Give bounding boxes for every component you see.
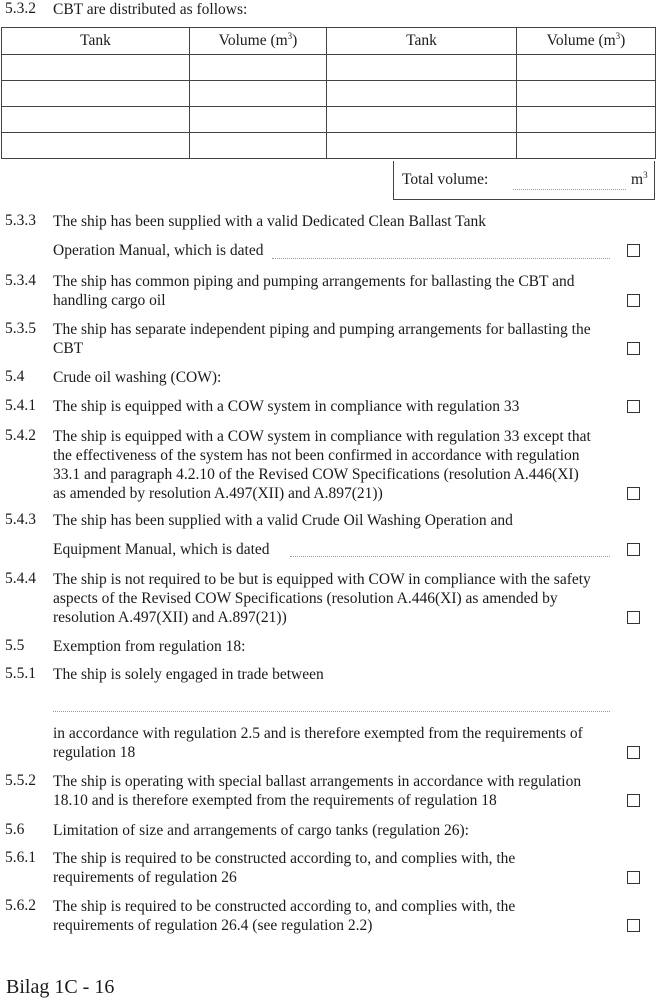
page-footer: Bilag 1C - 16 xyxy=(6,976,115,998)
item-text-line: The ship is required to be constructed according to, and complies with, the xyxy=(53,898,516,915)
checkbox[interactable] xyxy=(627,611,640,624)
date-input-line[interactable] xyxy=(290,556,610,557)
checkbox[interactable] xyxy=(627,794,640,807)
item-text xyxy=(53,397,519,416)
item-text xyxy=(53,849,515,887)
total-volume-box xyxy=(393,161,655,200)
item-text-line: Operation Manual, which is dated xyxy=(53,242,264,259)
tank-cell[interactable] xyxy=(327,55,517,81)
item-text xyxy=(53,665,324,684)
item-text-line: The ship is not required to be but is equipped with COW in compliance with the safety xyxy=(53,571,591,588)
item-text xyxy=(53,368,221,387)
checkbox[interactable] xyxy=(627,244,640,257)
header-label: Volume (m xyxy=(218,32,288,49)
item-text-line: The ship has been supplied with a valid Dedicated Clean Ballast Tank xyxy=(53,213,486,230)
table-row xyxy=(2,55,656,81)
superscript: 3 xyxy=(643,170,648,180)
item-number: 5.5.2 xyxy=(5,772,36,789)
item-number: 5.4.1 xyxy=(5,397,36,414)
tank-cell[interactable] xyxy=(2,55,190,81)
item-text xyxy=(53,772,581,810)
item-text xyxy=(53,637,245,656)
tank-cell[interactable] xyxy=(327,81,517,107)
column-header-tank xyxy=(327,28,517,55)
tank-cell[interactable] xyxy=(327,107,517,133)
item-number: 5.4.2 xyxy=(5,427,36,444)
item-text-line: Limitation of size and arrangements of cargo tanks (regulation 26): xyxy=(53,822,469,839)
table-row xyxy=(2,81,656,107)
section-number: 5.3.2 xyxy=(5,0,36,17)
volume-cell[interactable] xyxy=(517,55,656,81)
item-text xyxy=(53,724,583,762)
item-text-line: The ship is operating with special ballast arrangements in accordance with regulation xyxy=(53,773,582,790)
total-volume-label: Total volume: xyxy=(402,171,489,188)
item-text-line: Crude oil washing (COW): xyxy=(53,369,222,386)
table-row xyxy=(2,133,656,159)
superscript: 3 xyxy=(615,31,621,41)
item-number: 5.3.4 xyxy=(5,272,36,289)
item-text-line: in accordance with regulation 2.5 and is therefore exempted from the requirements of xyxy=(53,725,583,742)
item-text xyxy=(53,821,469,840)
section-heading: CBT are distributed as follows: xyxy=(53,1,248,18)
tank-cell[interactable] xyxy=(2,81,190,107)
item-text-line: The ship is equipped with a COW system in compliance with regulation 33 except that xyxy=(53,428,591,445)
item-number: 5.3.5 xyxy=(5,320,36,337)
checkbox[interactable] xyxy=(627,294,640,307)
item-text-line: CBT xyxy=(53,340,84,357)
header-label: Volume (m xyxy=(546,32,616,49)
header-suffix: ) xyxy=(620,32,626,49)
item-text xyxy=(53,427,591,503)
item-number: 5.4.4 xyxy=(5,570,36,587)
item-text-line: The ship is solely engaged in trade between xyxy=(53,666,324,683)
tank-cell[interactable] xyxy=(2,107,190,133)
item-text xyxy=(53,511,513,530)
item-number: 5.3.3 xyxy=(5,212,36,229)
volume-cell[interactable] xyxy=(517,133,656,159)
item-text-line: requirements of regulation 26.4 (see regulation 2.2) xyxy=(53,917,373,934)
date-input-line[interactable] xyxy=(272,258,610,259)
header-label: Tank xyxy=(406,32,437,49)
item-text xyxy=(53,241,263,260)
item-text-line: Exemption from regulation 18: xyxy=(53,638,246,655)
volume-cell[interactable] xyxy=(190,133,327,159)
item-text-line: aspects of the Revised COW Specifications (resolution A.446(XI) as amended by xyxy=(53,590,558,607)
header-label: Tank xyxy=(80,32,111,49)
cbt-distribution-table xyxy=(1,27,656,159)
total-volume-input[interactable] xyxy=(513,189,626,190)
item-text-line: The ship has separate independent piping and pumping arrangements for ballasting the xyxy=(53,321,591,338)
superscript: 3 xyxy=(287,31,293,41)
item-number: 5.4 xyxy=(5,368,25,385)
header-suffix: ) xyxy=(292,32,298,49)
column-header-volume xyxy=(517,28,656,55)
total-volume-unit xyxy=(631,171,648,189)
item-text xyxy=(53,897,515,935)
item-number: 5.6 xyxy=(5,821,25,838)
item-text-line: regulation 18 xyxy=(53,744,136,761)
column-header-tank xyxy=(2,28,190,55)
tank-cell[interactable] xyxy=(2,133,190,159)
item-text xyxy=(53,540,270,559)
item-text-line: 18.10 and is therefore exempted from the requirements of regulation 18 xyxy=(53,792,497,809)
volume-cell[interactable] xyxy=(517,107,656,133)
item-text-line: as amended by resolution A.497(XII) and A.897(21)) xyxy=(53,485,383,502)
item-number: 5.6.1 xyxy=(5,849,36,866)
table-header-row xyxy=(2,28,656,55)
volume-cell[interactable] xyxy=(190,107,327,133)
item-text-line: The ship has common piping and pumping arrangements for ballasting the CBT and xyxy=(53,273,575,290)
volume-cell[interactable] xyxy=(190,55,327,81)
item-text-line: The ship is required to be constructed according to, and complies with, the xyxy=(53,850,516,867)
item-text-line: The ship is equipped with a COW system in compliance with regulation 33 xyxy=(53,398,520,415)
trade-area-input-line[interactable] xyxy=(53,711,610,712)
item-text xyxy=(53,570,591,627)
column-header-volume xyxy=(190,28,327,55)
item-text-line: resolution A.497(XII) and A.897(21)) xyxy=(53,609,287,626)
table-row xyxy=(2,107,656,133)
checkbox[interactable] xyxy=(627,342,640,355)
item-text-line: 33.1 and paragraph 4.2.10 of the Revised COW Specifications (resolution A.446(XI) xyxy=(53,466,579,483)
item-text xyxy=(53,212,486,231)
checkbox[interactable] xyxy=(627,487,640,500)
volume-cell[interactable] xyxy=(517,81,656,107)
item-text-line: requirements of regulation 26 xyxy=(53,869,237,886)
checkbox[interactable] xyxy=(627,746,640,759)
item-number: 5.5 xyxy=(5,637,25,654)
item-text-line: The ship has been supplied with a valid Crude Oil Washing Operation and xyxy=(53,512,513,529)
item-text-line: handling cargo oil xyxy=(53,292,166,309)
volume-cell[interactable] xyxy=(190,81,327,107)
checkbox[interactable] xyxy=(627,543,640,556)
unit-label: m xyxy=(631,171,644,188)
item-text xyxy=(53,320,591,358)
tank-cell[interactable] xyxy=(327,133,517,159)
checkbox[interactable] xyxy=(627,919,640,932)
item-text-line: Equipment Manual, which is dated xyxy=(53,541,270,558)
item-number: 5.5.1 xyxy=(5,665,36,682)
item-number: 5.6.2 xyxy=(5,897,36,914)
item-number: 5.4.3 xyxy=(5,511,36,528)
checkbox[interactable] xyxy=(627,400,640,413)
item-text xyxy=(53,272,574,310)
checkbox[interactable] xyxy=(627,871,640,884)
item-text-line: the effectiveness of the system has not been confirmed in accordance with regulation xyxy=(53,447,580,464)
